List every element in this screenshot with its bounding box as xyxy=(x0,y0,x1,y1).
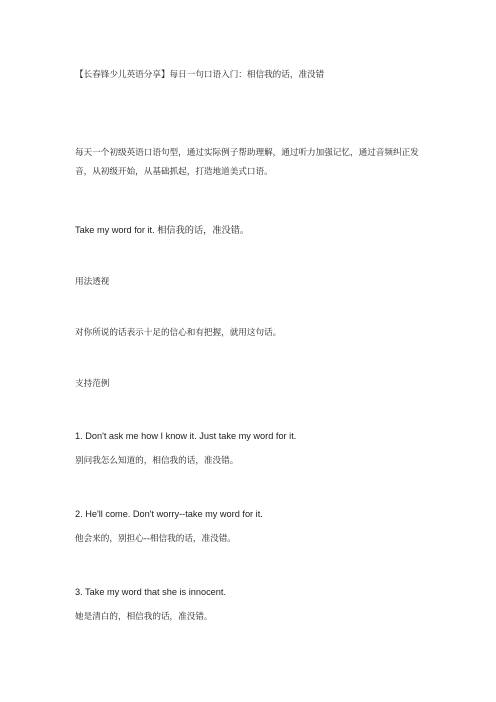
usage-heading: 用法透视 xyxy=(75,277,110,287)
example-1-english: 1. Don't ask me how I know it. Just take my word for it. xyxy=(75,431,297,441)
example-1-chinese: 别问我怎么知道的，相信我的话，准没错。 xyxy=(75,456,239,466)
example-2-chinese: 他会来的，别担心--相信我的话，准没错。 xyxy=(75,534,236,544)
intro-paragraph: 每天一个初级英语口语句型，通过实际例子帮助理解，通过听力加强记忆，通过音频纠正发音，从初级开始，从基础抓起，打造地道美式口语。 xyxy=(75,148,419,177)
document-title: 【长春锋少儿英语分享】每日一句口语入门：相信我的话，准没错 xyxy=(75,70,325,80)
usage-text: 对你所说的话表示十足的信心和有把握，就用这句话。 xyxy=(75,328,282,338)
phrase-line: Take my word for it. 相信我的话，准没错。 xyxy=(75,225,250,235)
example-2-english: 2. He'll come. Don't worry--take my word for it. xyxy=(75,509,263,519)
example-3-english: 3. Take my word that she is innocent. xyxy=(75,587,226,597)
example-3-chinese: 她是清白的，相信我的话，准没错。 xyxy=(75,612,213,622)
examples-heading: 支持范例 xyxy=(75,379,110,389)
